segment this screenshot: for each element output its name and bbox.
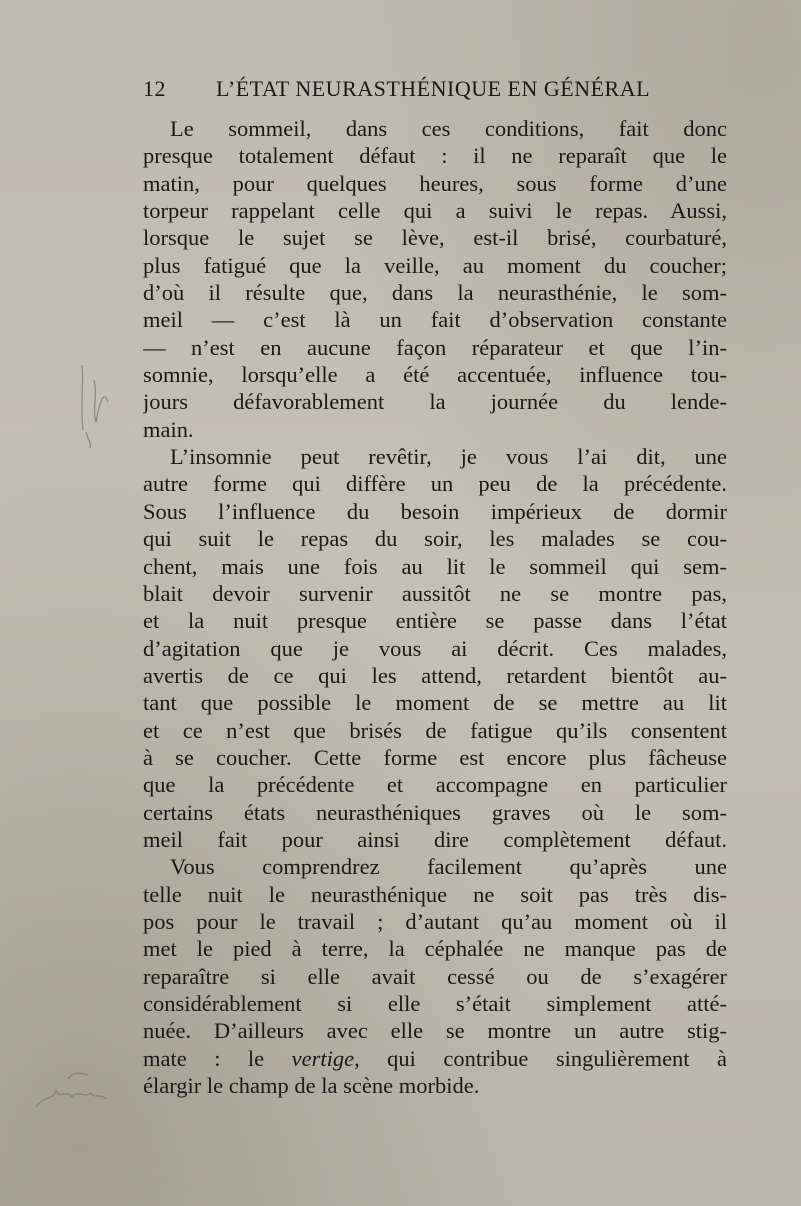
text-line: telle nuit le neurasthénique ne soit pas très dis- bbox=[143, 881, 727, 907]
text-line: matin, pour quelques heures, sous forme d’une bbox=[143, 170, 727, 196]
text-line: Le sommeil, dans ces conditions, fait donc bbox=[170, 116, 727, 141]
running-title: L’ÉTAT NEURASTHÉNIQUE EN GÉNÉRAL bbox=[216, 76, 651, 101]
italic-term: vertige bbox=[291, 1045, 355, 1071]
text-line: meil — c’est là un fait d’observation constante bbox=[143, 307, 727, 333]
text-line: et ce n’est que brisés de fatigue qu’ils consentent bbox=[143, 717, 727, 743]
text-line: chent, mais une fois au lit le sommeil qui sem- bbox=[143, 553, 727, 579]
text-line: meil fait pour ainsi dire complètement défaut. bbox=[143, 826, 727, 852]
text-line: avertis de ce qui les attend, retardent bientôt au- bbox=[143, 662, 727, 688]
text-line: L’insomnie peut revêtir, je vous l’ai dit, une bbox=[170, 444, 727, 470]
text-line: jours défavorablement la journée du lende- bbox=[143, 389, 727, 415]
text-line: tant que possible le moment de se mettre au lit bbox=[143, 690, 727, 716]
text-line: torpeur rappelant celle qui a suivi le repas. Aussi, bbox=[143, 198, 727, 224]
pencil-mark-icon bbox=[74, 360, 124, 450]
text-line: reparaître si elle avait cessé ou de s’exagérer bbox=[143, 963, 727, 989]
text-line: que la précédente et accompagne en particulier bbox=[143, 772, 727, 798]
text-line: autre forme qui diffère un peu de la précédente. bbox=[143, 471, 727, 497]
text-line: d’agitation que je vous ai décrit. Ces malades, bbox=[143, 635, 727, 661]
text-line-with-italic bbox=[143, 1045, 727, 1072]
text-line: considérablement si elle s’était simplement atté- bbox=[143, 991, 727, 1016]
pencil-scribble-icon bbox=[30, 1065, 115, 1125]
page-number: 12 bbox=[143, 76, 166, 101]
text-line: main. bbox=[143, 416, 194, 442]
text-line: lorsque le sujet se lève, est-il brisé, courbaturé, bbox=[143, 225, 727, 251]
body-text bbox=[143, 115, 727, 1099]
text-line: plus fatigué que la veille, au moment du coucher; bbox=[143, 252, 727, 278]
text-line: met le pied à terre, la céphalée ne manque pas de bbox=[143, 936, 727, 962]
text-segment: , qui contribue singulièrement à bbox=[354, 1045, 727, 1071]
text-line: et la nuit presque entière se passe dans l’état bbox=[143, 608, 727, 634]
text-line: Vous comprendrez facilement qu’après une bbox=[170, 854, 727, 880]
text-line: nuée. D’ailleurs avec elle se montre un autre stig- bbox=[143, 1018, 727, 1044]
text-line: à se coucher. Cette forme est encore plus fâcheuse bbox=[143, 744, 727, 770]
text-line: somnie, lorsqu’elle a été accentuée, influence tou- bbox=[143, 362, 727, 388]
text-line: — n’est en aucune façon réparateur et que l’in- bbox=[143, 334, 727, 360]
text-line: pos pour le travail ; d’autant qu’au moment où il bbox=[143, 908, 727, 934]
running-head bbox=[143, 76, 655, 106]
text-line: Sous l’influence du besoin impérieux de dormir bbox=[143, 498, 727, 524]
text-line: élargir le champ de la scène morbide. bbox=[143, 1073, 480, 1099]
text-segment: mate : le bbox=[143, 1045, 292, 1071]
text-line: d’où il résulte que, dans la neurasthénie, le som- bbox=[143, 280, 727, 306]
text-line: blait devoir survenir aussitôt ne se montre pas, bbox=[143, 580, 727, 606]
text-line: presque totalement défaut : il ne reparaît que le bbox=[143, 143, 727, 169]
text-line: certains états neurasthéniques graves où le som- bbox=[143, 799, 727, 825]
text-line: qui suit le repas du soir, les malades se cou- bbox=[143, 526, 727, 552]
